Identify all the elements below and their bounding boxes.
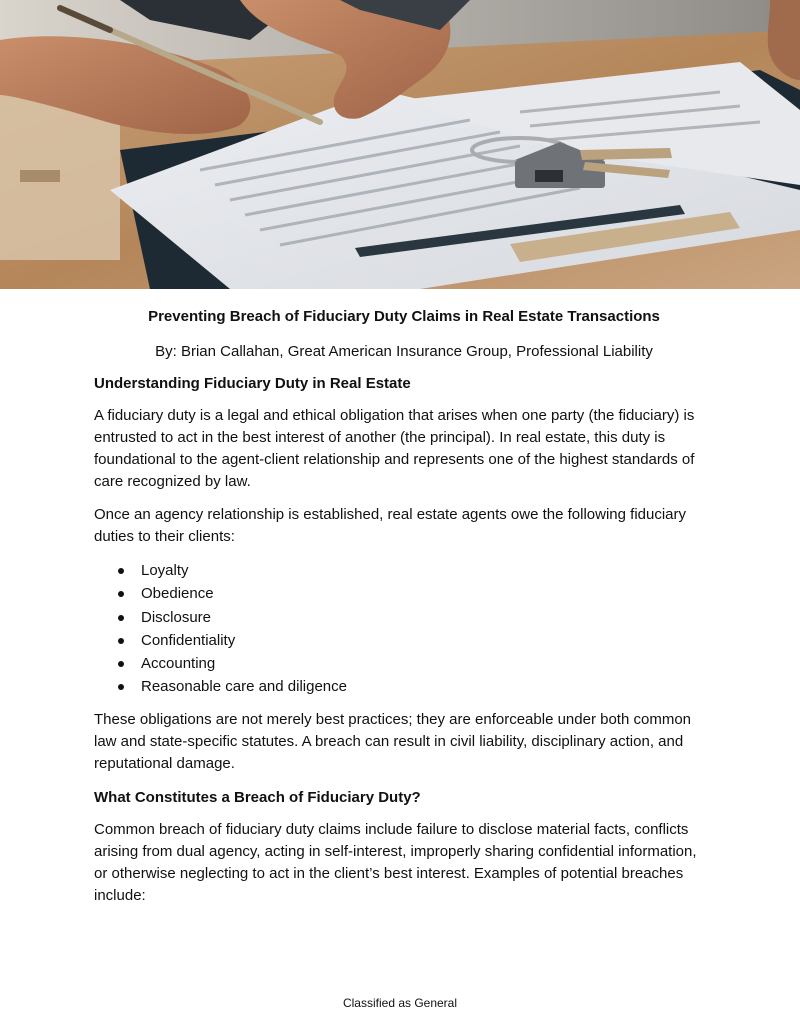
paragraph-agency-intro: Once an agency relationship is established, real estate agents owe the following fiduciary duties to their clients: [94, 506, 687, 545]
list-item-label: Confidentiality [141, 631, 236, 649]
list-item [94, 582, 714, 605]
document-title: Preventing Breach of Fiduciary Duty Claims in Real Estate Transactions [148, 308, 660, 325]
paragraph-definition: A fiduciary duty is a legal and ethical obligation that arises when one party (the fiduciary) is entrusted to act in the best interest of another (the principal). In real estate, this duty is foundational to the agent-client relationship and represents one of the highest standards of care recognized by law. [94, 407, 695, 490]
document-body [94, 306, 714, 918]
bullet-icon [118, 615, 124, 621]
list-item [94, 606, 714, 629]
classification-footer: Classified as General [342, 996, 458, 1010]
list-item [94, 629, 714, 652]
paragraph-enforceable: These obligations are not merely best practices; they are enforceable under both common law and state-specific statutes. A breach can result in civil liability, disciplinary action, and reputational damage. [94, 710, 691, 772]
author-byline: By: Brian Callahan, Great American Insurance Group, Professional Liability [155, 343, 653, 360]
section-heading-understanding: Understanding Fiduciary Duty in Real Estate [94, 375, 411, 392]
fiduciary-duties-list [94, 559, 714, 699]
bullet-icon [118, 568, 124, 574]
paragraph-common-claims: Common breach of fiduciary duty claims include failure to disclose material facts, conflicts arising from dual agency, acting in self-interest, improperly sharing confidential information, or otherwise neglecting to act in the client’s best interest. Examples of potential breaches include: [94, 820, 697, 904]
list-item-label: Disclosure [141, 608, 212, 626]
list-item-label: Loyalty [141, 562, 189, 579]
list-item-label: Reasonable care and diligence [141, 678, 347, 696]
bullet-icon [118, 684, 124, 690]
hero-image [0, 0, 800, 289]
list-item-label: Accounting [141, 655, 216, 673]
list-item [94, 652, 714, 675]
bullet-icon [118, 661, 124, 667]
bullet-icon [118, 591, 124, 597]
list-item-label: Obedience [141, 585, 214, 603]
bullet-icon [118, 638, 124, 644]
list-item [94, 675, 714, 698]
contract-signing-illustration [0, 0, 800, 289]
section-heading-breach: What Constitutes a Breach of Fiduciary Duty? [94, 788, 421, 806]
list-item [94, 559, 714, 582]
